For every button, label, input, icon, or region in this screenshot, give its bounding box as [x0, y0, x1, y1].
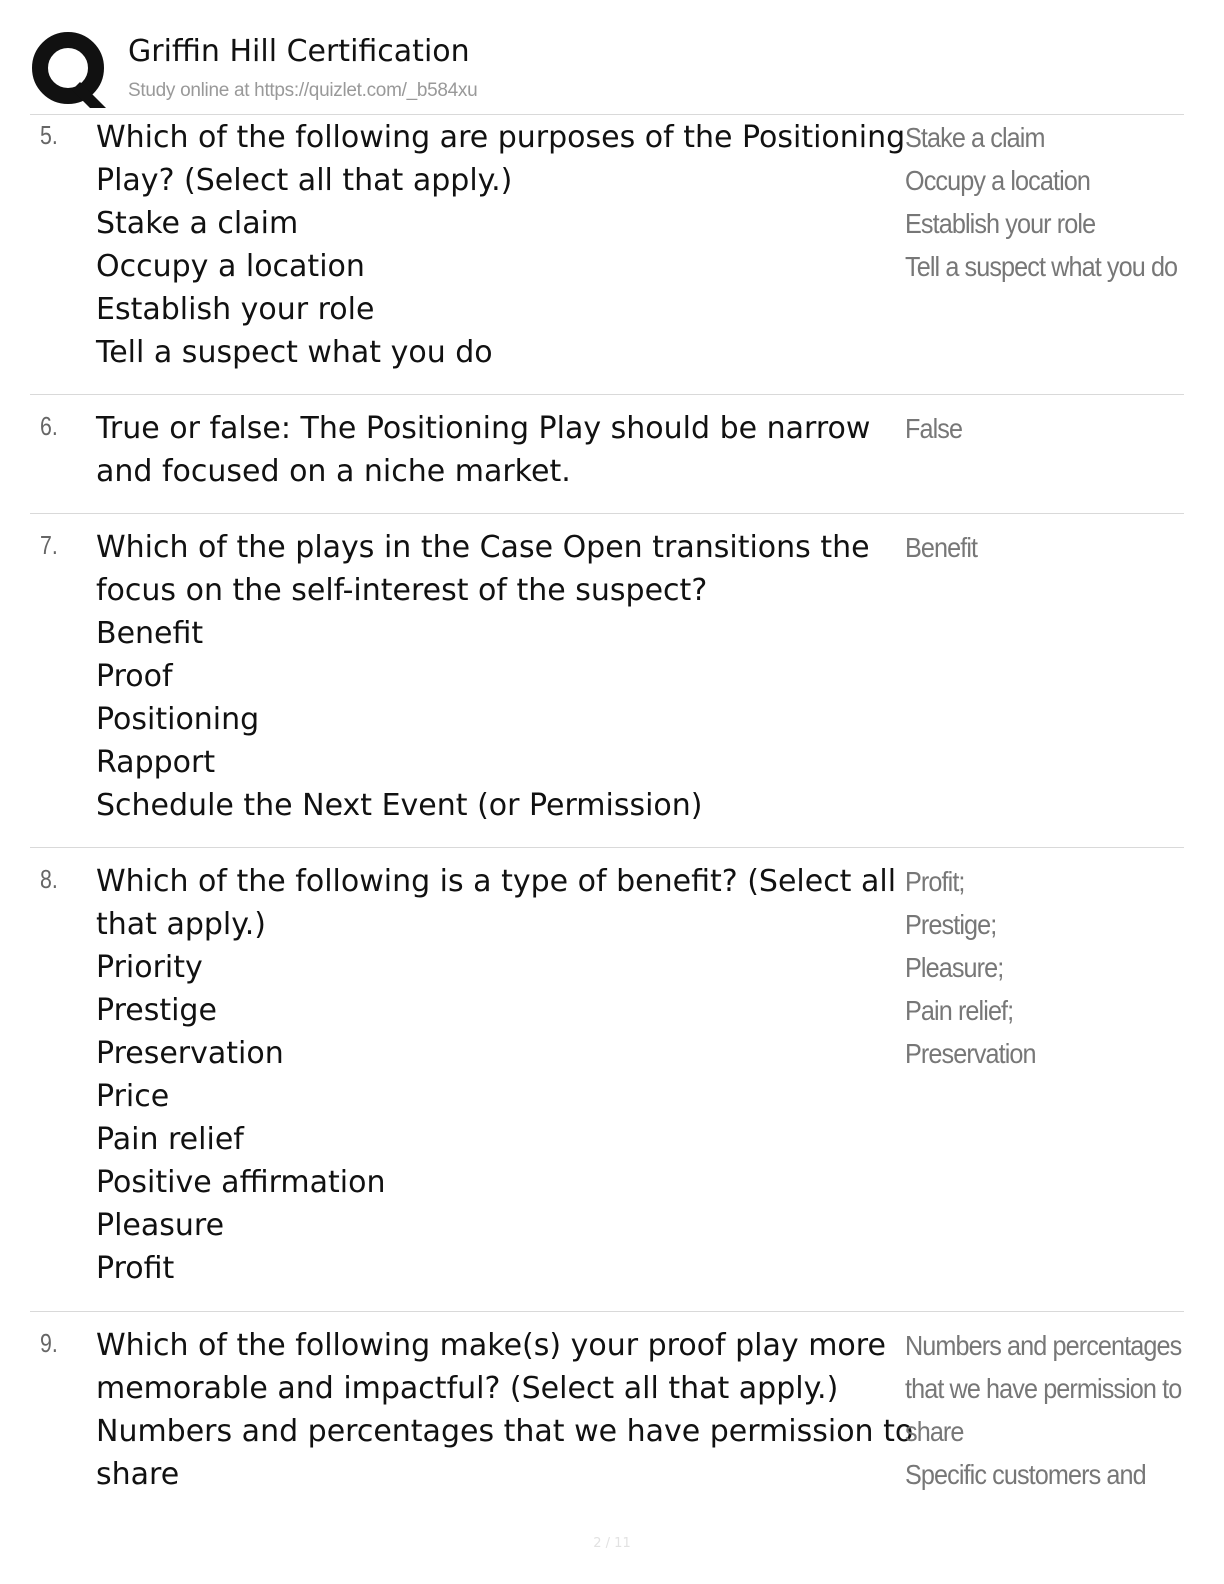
- question-text: [96, 526, 906, 827]
- question-text: [96, 1324, 914, 1496]
- option-line: Benefit: [96, 616, 204, 651]
- option-line: Stake a claim: [96, 206, 299, 241]
- question-number: 6.: [40, 411, 58, 441]
- page-number: 2 / 11: [593, 1536, 631, 1551]
- answer-line: Pain relief;: [905, 995, 1014, 1026]
- option-line: Profit: [96, 1251, 175, 1286]
- option-line: Positioning: [96, 702, 260, 737]
- quizlet-q-logo-icon: [30, 30, 110, 110]
- question-number: 5.: [40, 120, 58, 150]
- option-line: Priority: [96, 950, 203, 985]
- answer-line: Specific customers and: [905, 1459, 1146, 1490]
- question-text: [96, 860, 906, 1290]
- answer-line: Preservation: [905, 1038, 1036, 1069]
- question-line: focus on the self-interest of the suspect?: [96, 573, 708, 608]
- question-line: Which of the following make(s) your proof play more: [96, 1328, 886, 1363]
- option-line: Prestige: [96, 993, 217, 1028]
- option-line: Price: [96, 1079, 170, 1114]
- question-line: Which of the plays in the Case Open transitions the: [96, 530, 870, 565]
- page-title: Griffin Hill Certification: [128, 34, 470, 69]
- question-line: memorable and impactful? (Select all that apply.): [96, 1371, 839, 1406]
- option-line: Rapport: [96, 745, 216, 780]
- question-list: [30, 116, 1184, 1512]
- answer-line: Benefit: [905, 532, 978, 563]
- answer-line: Profit;: [905, 866, 965, 897]
- answer-line: share: [905, 1416, 964, 1447]
- option-line: Proof: [96, 659, 173, 694]
- answer-line: Stake a claim: [905, 122, 1045, 153]
- answer-line: Pleasure;: [905, 952, 1004, 983]
- study-link-text: Study online at https://quizlet.com/_b584xu: [128, 80, 478, 101]
- answer-text: [905, 407, 1185, 450]
- option-line: Positive affirmation: [96, 1165, 386, 1200]
- option-line: Establish your role: [96, 292, 375, 327]
- option-line: share: [96, 1457, 180, 1492]
- question-line: that apply.): [96, 907, 266, 942]
- answer-text: [905, 860, 1185, 1075]
- question-line: and focused on a niche market.: [96, 454, 571, 489]
- answer-line: Numbers and percentages: [905, 1330, 1182, 1361]
- question-row: [30, 848, 1184, 1312]
- question-line: Which of the following are purposes of the Positioning: [96, 120, 906, 155]
- answer-line: Tell a suspect what you do: [905, 251, 1178, 282]
- question-line: Which of the following is a type of benefit? (Select all: [96, 864, 897, 899]
- answer-line: Establish your role: [905, 208, 1096, 239]
- question-row: [30, 1312, 1184, 1512]
- answer-text: [905, 526, 1185, 569]
- question-text: [96, 407, 906, 493]
- option-line: Numbers and percentages that we have permission to: [96, 1414, 914, 1449]
- answer-line: Prestige;: [905, 909, 997, 940]
- question-number: 8.: [40, 864, 58, 894]
- page-header: [30, 28, 1184, 115]
- option-line: Pleasure: [96, 1208, 225, 1243]
- question-row: [30, 116, 1184, 395]
- question-number: 7.: [40, 530, 58, 560]
- question-line: Play? (Select all that apply.): [96, 163, 513, 198]
- answer-text: [905, 116, 1185, 288]
- question-row: [30, 395, 1184, 514]
- option-line: Occupy a location: [96, 249, 365, 284]
- option-line: Tell a suspect what you do: [96, 335, 493, 370]
- answer-line: False: [905, 413, 963, 444]
- option-line: Pain relief: [96, 1122, 244, 1157]
- question-row: [30, 514, 1184, 848]
- answer-text: [905, 1324, 1185, 1496]
- question-number: 9.: [40, 1328, 58, 1358]
- question-line: True or false: The Positioning Play should be narrow: [96, 411, 871, 446]
- answer-line: that we have permission to: [905, 1373, 1182, 1404]
- option-line: Preservation: [96, 1036, 284, 1071]
- answer-line: Occupy a location: [905, 165, 1091, 196]
- option-line: Schedule the Next Event (or Permission): [96, 788, 703, 823]
- question-text: [96, 116, 906, 374]
